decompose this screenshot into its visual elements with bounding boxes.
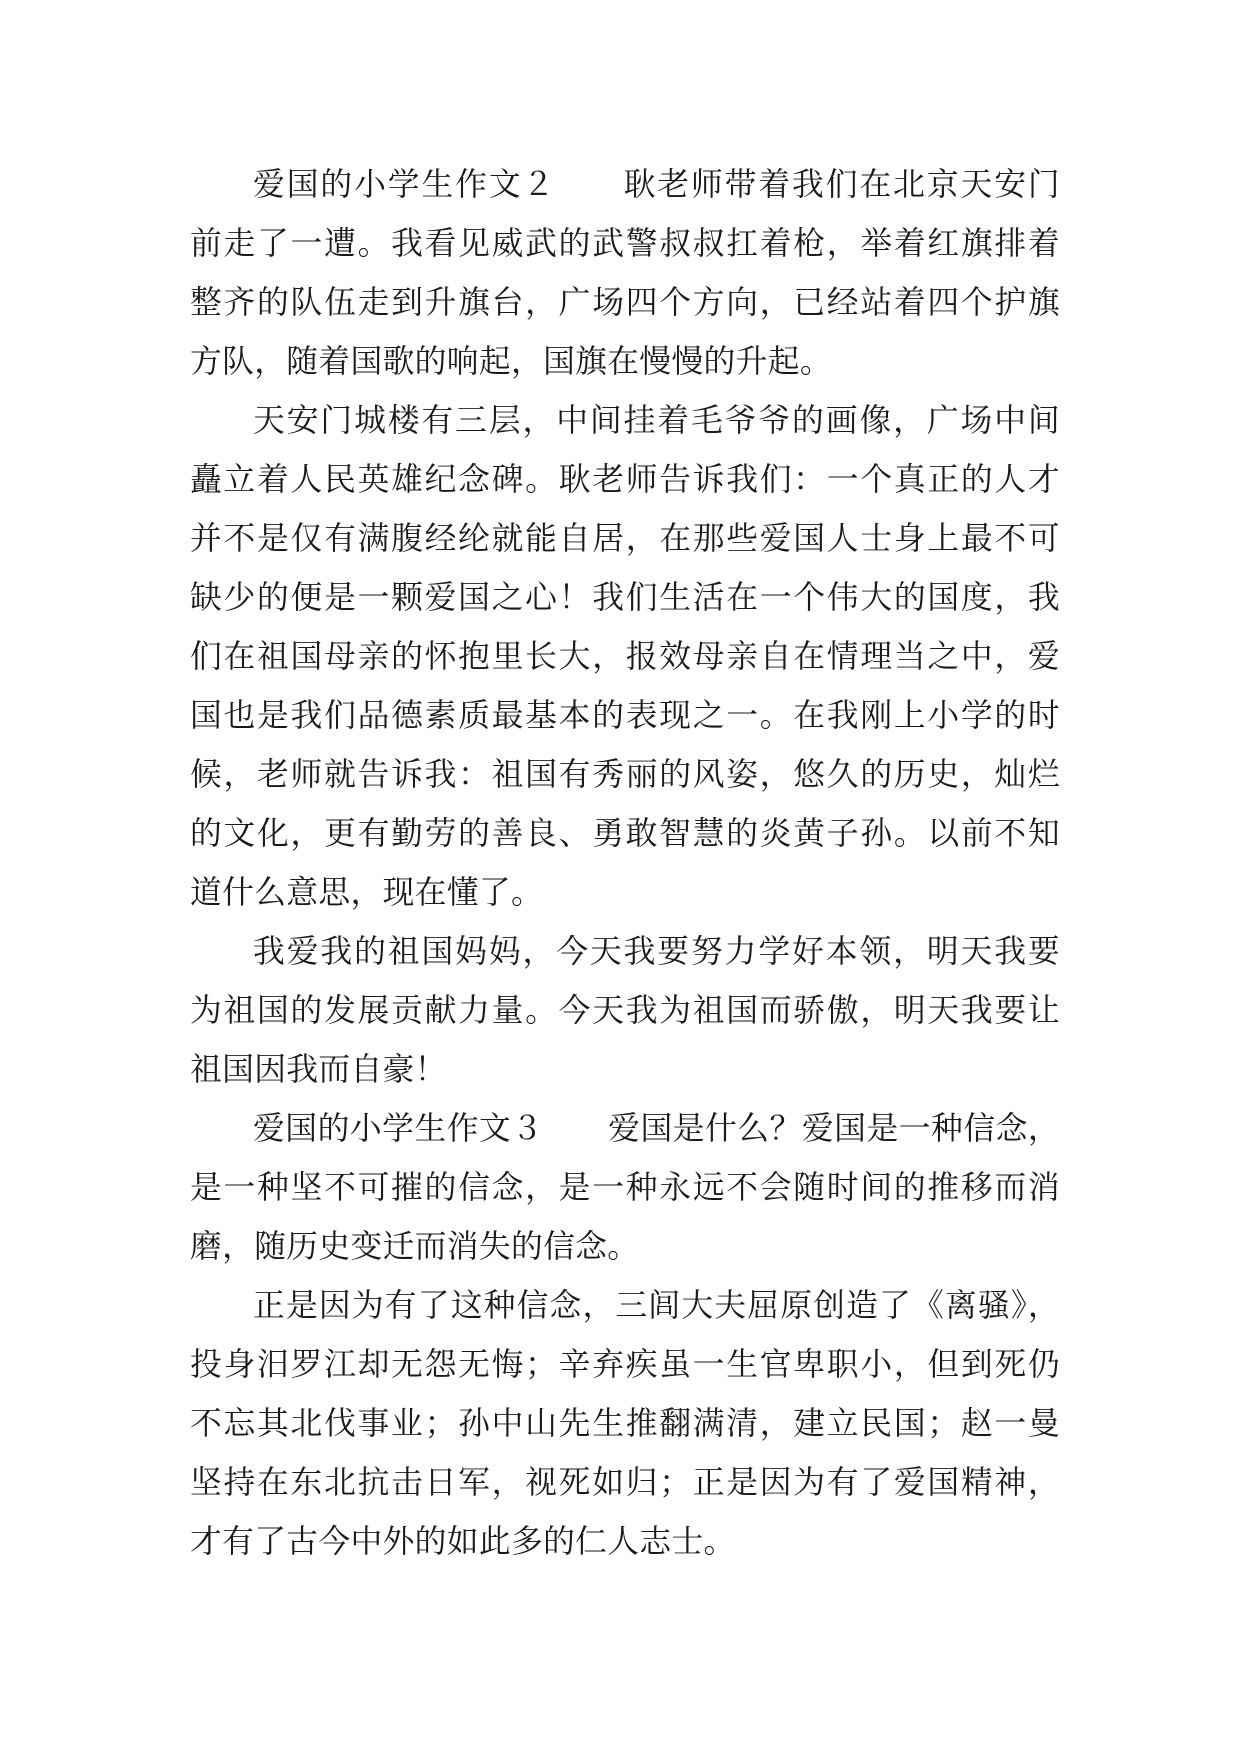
text-line: 为祖国的发展贡献力量。今天我为祖国而骄傲，明天我要让 — [190, 992, 1060, 1029]
text-line: 坚持在东北抗击日军，视死如归；正是因为有了爱国精神， — [190, 1464, 1060, 1501]
text-line: 是一种坚不可摧的信念，是一种永远不会随时间的推移而消 — [190, 1169, 1060, 1206]
text-line: 道什么意思，现在懂了。 — [190, 874, 544, 911]
text-line: 的文化，更有勤劳的善良、勇敢智慧的炎黄子孙。以前不知 — [190, 815, 1060, 852]
text-line: 方队，随着国歌的响起，国旗在慢慢的升起。 — [190, 343, 832, 380]
text-line: 们在祖国母亲的怀抱里长大，报效母亲自在情理当之中，爱 — [190, 638, 1060, 675]
text-line: 爱国的小学生作文２ 耿老师带着我们在北京天安门 — [253, 166, 1060, 203]
text-line: 磨，随历史变迁而消失的信念。 — [190, 1228, 640, 1265]
text-line: 爱国的小学生作文３ 爱国是什么？爱国是一种信念， — [253, 1110, 1060, 1147]
text-line: 我爱我的祖国妈妈，今天我要努力学好本领，明天我要 — [253, 933, 1060, 970]
text-line: 前走了一遭。我看见威武的武警叔叔扛着枪，举着红旗排着 — [190, 225, 1060, 262]
text-line: 缺少的便是一颗爱国之心！我们生活在一个伟大的国度，我 — [190, 579, 1060, 616]
text-line: 正是因为有了这种信念，三闾大夫屈原创造了《离骚》， — [253, 1287, 1060, 1324]
text-line: 候，老师就告诉我：祖国有秀丽的风姿，悠久的历史，灿烂 — [190, 756, 1060, 793]
text-line: 矗立着人民英雄纪念碑。耿老师告诉我们：一个真正的人才 — [190, 461, 1060, 498]
text-line: 祖国因我而自豪！ — [190, 1051, 447, 1088]
text-line: 投身汨罗江却无怨无悔；辛弃疾虽一生官卑职小，但到死仍 — [190, 1346, 1060, 1383]
text-line: 天安门城楼有三层，中间挂着毛爷爷的画像，广场中间 — [253, 402, 1060, 439]
text-line: 整齐的队伍走到升旗台，广场四个方向，已经站着四个护旗 — [190, 284, 1060, 321]
text-line: 并不是仅有满腹经纶就能自居，在那些爱国人士身上最不可 — [190, 520, 1060, 557]
text-line: 国也是我们品德素质最基本的表现之一。在我刚上小学的时 — [190, 697, 1060, 734]
text-line: 不忘其北伐事业；孙中山先生推翻满清，建立民国；赵一曼 — [190, 1405, 1060, 1442]
text-line: 才有了古今中外的如此多的仁人志士。 — [190, 1523, 736, 1560]
